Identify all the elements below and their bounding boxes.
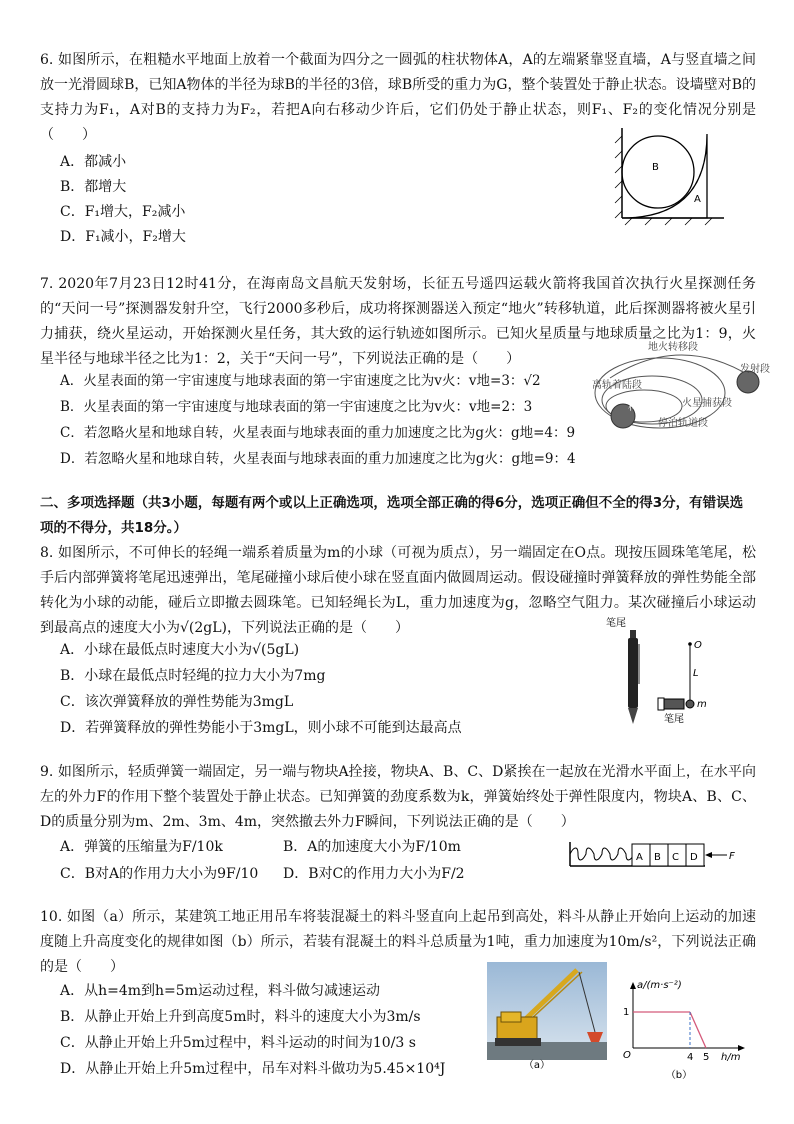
q8-stem: 8. 如图所示，不可伸长的轻绳一端系着质量为m的小球（可视为质点），另一端固定在O点。现按压圆珠笔笔尾，松手后内部弹簧将笔尾迅速弹出，笔尾碰撞小球后使小球在竖直面内做圆周运动。假设碰撞时弹簧释放的弹性势能全部转化为小球的动能，碰后立即撤去圆珠笔。已知轻绳长为L，重力加速度为g，忽略空气阻力。某次碰撞后小球运动到最高点的速度大小为√(2gL)，下列说法正确的是（ ） — [40, 545, 756, 636]
q9-block-b: B — [654, 852, 661, 863]
q9-block-a: A — [636, 852, 643, 863]
q6-figure — [612, 126, 727, 226]
q6-label-b: B — [652, 162, 659, 173]
q8-option-c: C．该次弹簧释放的弹性势能为3mgL — [60, 694, 294, 710]
q7-option-a: A．火星表面的第一宇宙速度与地球表面的第一宇宙速度之比为v火：v地=3：√2 — [60, 373, 541, 389]
q8-option-a: A．小球在最低点时速度大小为√(5gL) — [60, 642, 300, 658]
q10-crane-photo — [487, 962, 607, 1070]
q6-option-b: B．都增大 — [60, 179, 127, 195]
q8-label-m: m — [697, 699, 707, 710]
section-2-heading: 二、多项选择题（共3小题，每题有两个或以上正确选项，选项全部正确的得6分，选项正确但不全的得3分，有错误选项的不得分，共18分。） — [40, 495, 744, 536]
q9-option-b: B．A的加速度大小为F/10m — [283, 839, 461, 855]
q7-option-b: B．火星表面的第一宇宙速度与地球表面的第一宇宙速度之比为v火：v地=2：3 — [60, 399, 533, 415]
q7-option-c: C．若忽略火星和地球自转，火星表面与地球表面的重力加速度之比为g火：g地=4：9 — [60, 425, 576, 441]
q10-graph-ylabel: a/(m·s⁻²) — [637, 980, 682, 991]
q10-graph-origin: O — [623, 1050, 631, 1061]
q10-fig-a-caption: （a） — [523, 1060, 551, 1070]
q7-label-capture: 火星捕获段 — [682, 398, 732, 409]
q9-stem: 9. 如图所示，轻质弹簧一端固定，另一端与物块A拴接，物块A、B、C、D紧挨在一起放在光滑水平面上，在水平向左的外力F的作用下整个装置处于静止状态。已知弹簧的劲度系数为k，弹簧始终处于弹性限度内，物块A、B、C、D的质量分别为m、2m、3m、4m，突然撤去外力F瞬间，下列说法正确的是（ ） — [40, 764, 756, 830]
q10-stem: 10. 如图（a）所示，某建筑工地正用吊车将装混凝土的料斗竖直向上起吊到高处，料斗从静止开始向上运动的加速度随上升高度变化的规律如图（b）所示，若装有混凝土的料斗总质量为1吨，重力加速度为10m/s²，下列说法正确的是（ ） — [40, 909, 756, 975]
q9-option-a: A．弹簧的压缩量为F/10k — [60, 839, 223, 855]
q8-option-d: D．若弹簧释放的弹性势能小于3mgL，则小球不可能到达最高点 — [60, 720, 462, 736]
q8-option-b: B．小球在最低点时轻绳的拉力大小为7mg — [60, 668, 326, 684]
q6-option-a: A．都减小 — [60, 154, 127, 170]
q9-figure — [565, 838, 750, 874]
q8-label-pen-top: 笔尾 — [606, 618, 626, 629]
q7-label-parking: 停泊轨道段 — [658, 418, 708, 429]
q6-stem: 6. 如图所示，在粗糙水平地面上放着一个截面为四分之一圆弧的柱状物体A，A的左端紧靠竖直墙，A与竖直墙之间放一光滑圆球B，已知A物体的半径为球B的半径的3倍，球B所受的重力为G，整个装置处于静止状态。设墙壁对B的支持力为F₁，A对B的支持力为F₂，若把A向右移动少许后，它们仍处于静止状态，则F₁、F₂的变化情况分别是（ ） — [40, 52, 756, 143]
q8-label-l: L — [693, 668, 699, 679]
q7-option-d: D．若忽略火星和地球自转，火星表面与地球表面的重力加速度之比为g火：g地=9：4 — [60, 451, 576, 467]
q10-graph-xlabel: h/m — [721, 1052, 741, 1063]
q8-label-o: O — [694, 640, 702, 651]
q10-option-d: D．从静止开始上升5m过程中，吊车对料斗做功为5.45×10⁴J — [60, 1061, 446, 1077]
q10-graph-ytick: 1 — [623, 1007, 630, 1018]
q7-label-remote: 离轨着陆段 — [592, 380, 642, 391]
q7-label-launch: 发射段 — [740, 364, 770, 375]
q8-label-pen-side: 笔尾 — [664, 714, 684, 725]
q8-figure — [604, 614, 724, 726]
q10-option-c: C．从静止开始上升5m过程中，料斗运动的时间为10/3 s — [60, 1035, 416, 1051]
q10-graph — [617, 978, 747, 1082]
q10-graph-xtick-5: 5 — [703, 1052, 710, 1063]
q7-stem: 7. 2020年7月23日12时41分，在海南岛文昌航天发射场，长征五号遥四运载火箭将我国首次执行火星探测任务的“天问一号”探测器发射升空，飞行2000多秒后，成功将探测器送入预定“地火”转移轨道，此后探测器将被火星引力捕获，绕火星运动，开始探测火星任务，其大致的运行轨迹如图所示。已知火星质量与地球质量之比为1：9，火星半径与地球半径之比为1：2，关于“天问一号”，下列说法正确的是（ ） — [40, 276, 756, 367]
q6-option-d: D．F₁减小，F₂增大 — [60, 229, 186, 245]
q10-fig-b-caption: （b） — [665, 1070, 693, 1081]
q10-graph-xtick-4: 4 — [687, 1052, 694, 1063]
q10-option-b: B．从静止开始上升到高度5m时，料斗的速度大小为3m/s — [60, 1009, 421, 1025]
q10-graph-line-descend — [690, 1012, 706, 1048]
q9-option-d: D．B对C的作用力大小为F/2 — [283, 866, 465, 882]
q7-label-science: 科学探测段 — [628, 402, 678, 413]
q9-block-d: D — [690, 852, 698, 863]
q9-option-c: C．B对A的作用力大小为9F/10 — [60, 866, 259, 882]
q10-option-a: A．从h=4m到h=5m运动过程，料斗做匀减速运动 — [60, 983, 380, 999]
q7-label-transfer: 地火转移段 — [648, 342, 698, 353]
q6-label-a: A — [694, 194, 701, 205]
q9-block-c: C — [672, 852, 679, 863]
q6-option-c: C．F₁增大，F₂减小 — [60, 204, 186, 220]
q9-force-label: F — [729, 851, 735, 862]
q7-orbit-figure — [590, 338, 770, 438]
